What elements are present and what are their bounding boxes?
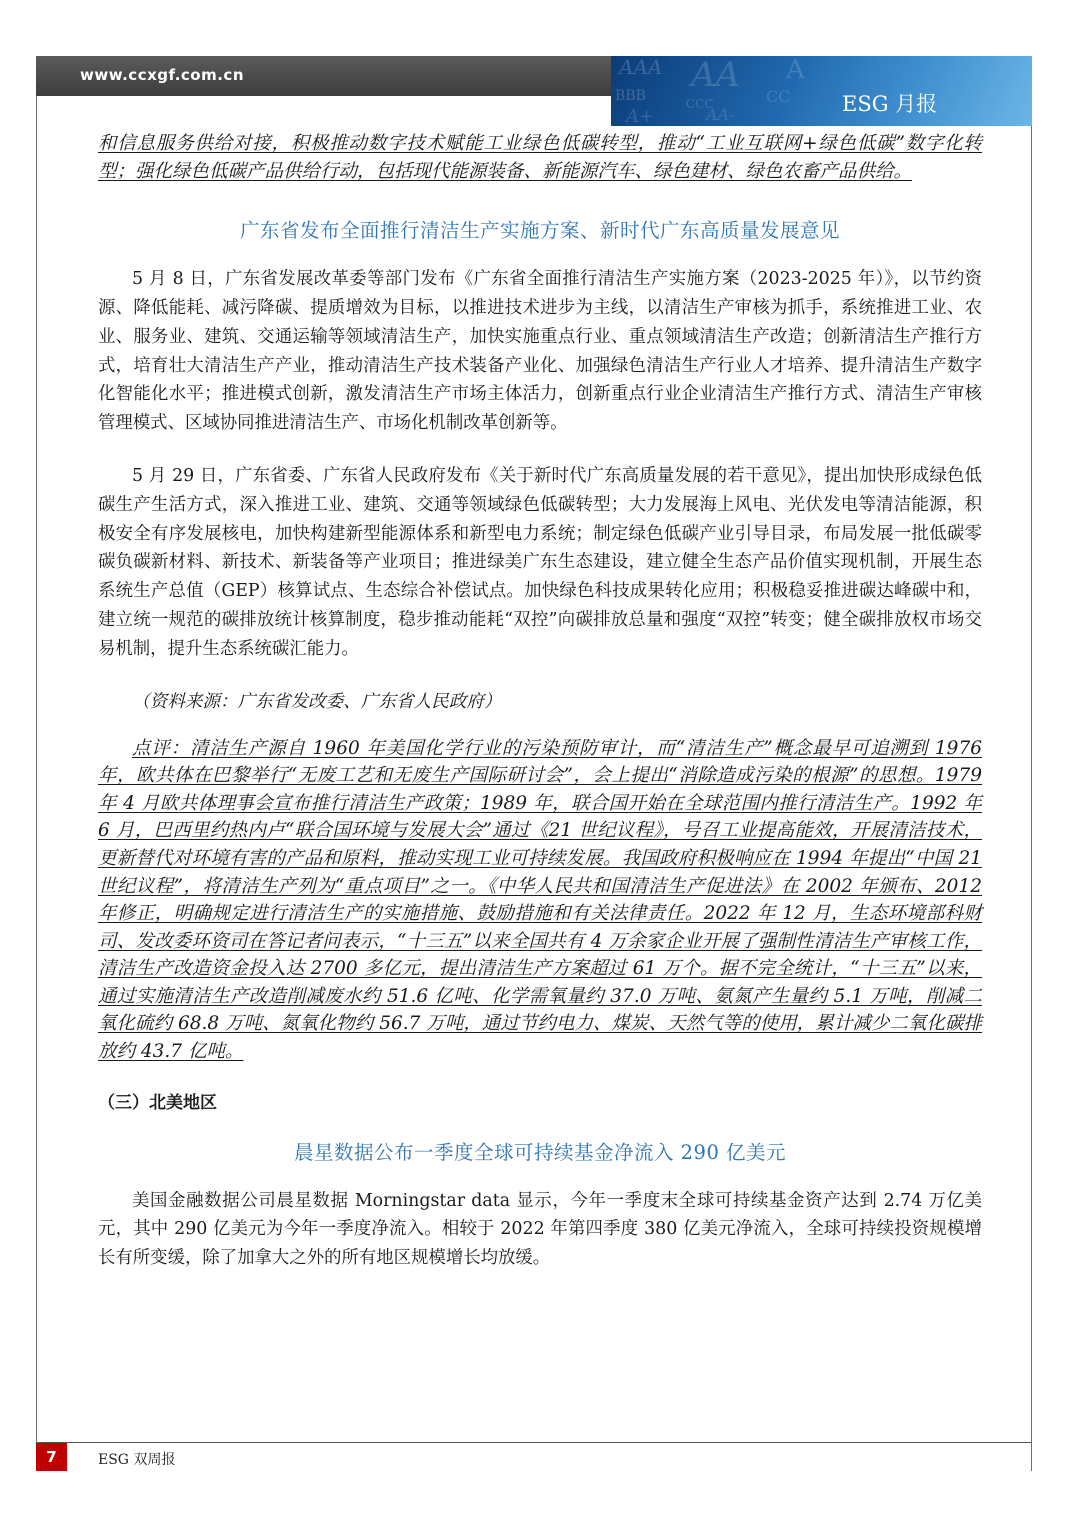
guangdong-paragraph-2: 5 月 29 日，广东省委、广东省人民政府发布《关于新时代广东高质量发展的若干意见》，提出加快形成绿色低碳生产生活方式，深入推进工业、建筑、交通等领域绿色低碳转型；大力发展海上风电、光伏发电等清洁能源，积极安全有序发展核电，加快构建新型能源体系和新型电力系统；制定绿色低碳产业引导目录，布局发展一批低碳零碳负碳新材料、新技术、新装备等产业项目；推进绿美广东生态建设，建立健全生态产品价值实现机制，开展生态系统生产总值（GEP）核算试点、生态综合补偿试点。加快绿色科技成果转化应用；积极稳妥推进碳达峰碳中和，建立统一规范的碳排放统计核算制度，稳步推动能耗“双控”向碳排放总量和强度“双控”转变；健全碳排放权市场交易机制，提升生态系统碳汇能力。 (98, 465, 982, 659)
banner-glyph: BBB (615, 88, 646, 104)
banner-glyph: CCC (686, 97, 714, 111)
page-number: 7 (36, 1443, 67, 1471)
guangdong-headline: 广东省发布全面推行清洁生产实施方案、新时代广东高质量发展意见 (239, 219, 840, 243)
banner-glyph: A (786, 56, 805, 85)
morningstar-paragraph: 美国金融数据公司晨星数据 Morningstar data 显示，今年一季度末全球可持续基金资产达到 2.74 万亿美元，其中 290 亿美元为今年一季度净流入。相较于 2022 年第四季度 380 亿美元净流入，全球可持续投资规模增长有所变缓，除了加拿大之外的所有地区规模增长均放缓。 (98, 1190, 982, 1269)
guangdong-paragraph-1: 5 月 8 日，广东省发展改革委等部门发布《广东省全面推行清洁生产实施方案（2023-2025 年）》，以节约资源、降低能耗、减污降碳、提质增效为目标，以推进技术进步为主线，以清洁生产审核为抓手，系统推进工业、农业、服务业、建筑、交通运输等领域清洁生产，加快实施重点行业、重点领域清洁生产改造；创新清洁生产推行方式，培育壮大清洁生产产业，推动清洁生产技术装备产业化、加强绿色清洁生产行业人才培养、提升清洁生产数字化智能化水平；推进模式创新，激发清洁生产市场主体活力，创新重点行业企业清洁生产推行方式、清洁生产审核管理模式、区域协同推进清洁生产、市场化机制改革创新等。 (98, 269, 982, 434)
comment-continued: 和信息服务供给对接，积极推动数字技术赋能工业绿色低碳转型，推动“工业互联网+绿色低碳”数字化转型；强化绿色低碳产品供给行动，包括现代能源装备、新能源汽车、绿色建材、绿色农畜产品供给。 (98, 133, 982, 182)
header-url: www.ccxgf.com.cn (80, 66, 245, 84)
banner-rating-graphic (611, 56, 1032, 126)
source-note: （资料来源：广东省发改委、广东省人民政府） (132, 691, 502, 712)
footer-divider (36, 1442, 1032, 1443)
footer-label: ESG 双周报 (98, 1452, 176, 1468)
section-title-north-america: （三）北美地区 (98, 1092, 217, 1113)
guangdong-comment: 点评：清洁生产源自 1960 年美国化学行业的污染预防审计，而“清洁生产”概念最早可追溯到 1976 年，欧共体在巴黎举行“无废工艺和无废生产国际研讨会”，会上提出“消除造成污染的根源”的思想。1979 年 4 月欧共体理事会宣布推行清洁生产政策；1989 年，联合国开始在全球范围内推行清洁生产。1992 年 6 月，巴西里约热内卢“联合国环境与发展大会”通过《21 世纪议程》，号召工业提高能效，开展清洁技术，更新替代对环境有害的产品和原料，推动实现工业可持续发展。我国政府积极响应在 1994 年提出“中国 21 世纪议程”，将清洁生产列为“重点项目”之一。《中华人民共和国清洁生产促进法》在 2002 年颁布、2012 年修正，明确规定进行清洁生产的实施措施、鼓励措施和有关法律责任。2022 年 12 月，生态环境部科财司、发改委环资司在答记者问表示，“十三五”以来全国共有 4 万余家企业开展了强制性清洁生产审核工作，清洁生产改造资金投入达 2700 多亿元，提出清洁生产方案超过 61 万个。据不完全统计，“十三五”以来，通过实施清洁生产改造削减废水约 51.6 亿吨、化学需氧量约 37.0 万吨、氨氮产生量约 5.1 万吨，削减二氧化硫约 68.8 万吨、氮氧化物约 56.7 万吨，通过节约电力、煤炭、天然气等的使用，累计减少二氧化碳排放约 43.7 亿吨。 (98, 737, 982, 1063)
header-banner (611, 56, 1032, 126)
banner-glyph: A+ (626, 106, 655, 126)
banner-glyph: AA (691, 56, 741, 95)
banner-glyph: CC (766, 87, 791, 106)
main-content (98, 130, 982, 1273)
banner-glyph: AAA (619, 56, 663, 79)
morningstar-headline: 晨星数据公布一季度全球可持续基金净流入 290 亿美元 (293, 1140, 787, 1164)
banner-glyph: AA- (706, 105, 735, 124)
report-title: ESG 月报 (842, 92, 938, 116)
